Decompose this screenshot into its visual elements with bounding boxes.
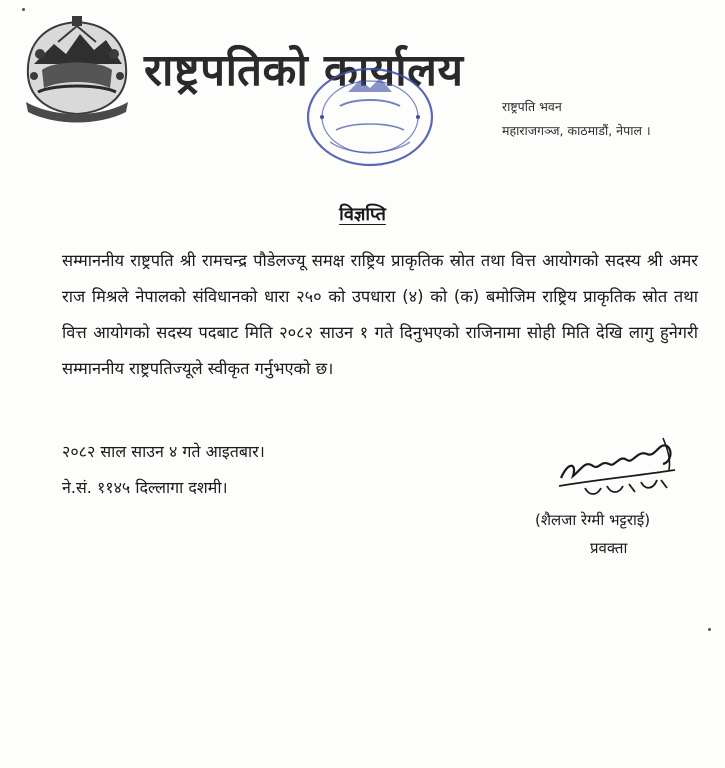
signer-role: प्रवक्ता: [590, 539, 628, 557]
date-line: २०८२ साल साउन ४ गते आइतबार।: [62, 442, 265, 461]
notice-title: [0, 202, 725, 226]
notice-title-text: विज्ञप्ति: [339, 204, 386, 225]
signature-image: [555, 430, 680, 505]
office-stamp: [300, 62, 440, 172]
address-line-1: राष्ट्रपति भवन: [502, 99, 562, 114]
notice-body: सम्माननीय राष्ट्रपति श्री रामचन्द्र पौडेलज्यू समक्ष राष्ट्रिय प्राकृतिक स्रोत तथा वित्त आयोगको सदस्य श्री अमर राज मिश्रले नेपालको संविधानको धारा २५० को उपधारा (४) को (क) बमोजिम राष्ट्रिय प्राकृतिक स्रोत तथा वित्त आयोगको सदस्य पदबाट मिति २०८२ साउन १ गते दिनुभएको राजिनामा सोही मिति देखि लागु हुनेगरी सम्माननीय राष्ट्रपतिज्यूले स्वीकृत गर्नुभएको छ।: [62, 251, 698, 378]
address-line-2: महाराजगञ्ज, काठमाडौं, नेपाल ।: [502, 123, 651, 138]
national-emblem-icon: [14, 14, 140, 126]
signer-name: (शैलजा रेग्मी भट्टराई): [535, 511, 651, 529]
scan-speck: [708, 628, 711, 631]
nepal-sambat-line: ने.सं. ११४५ दिल्लागा दशमी।: [62, 478, 228, 497]
scan-speck: [22, 8, 25, 11]
office-title: राष्ट्रपतिको कार्यालय: [144, 45, 464, 96]
